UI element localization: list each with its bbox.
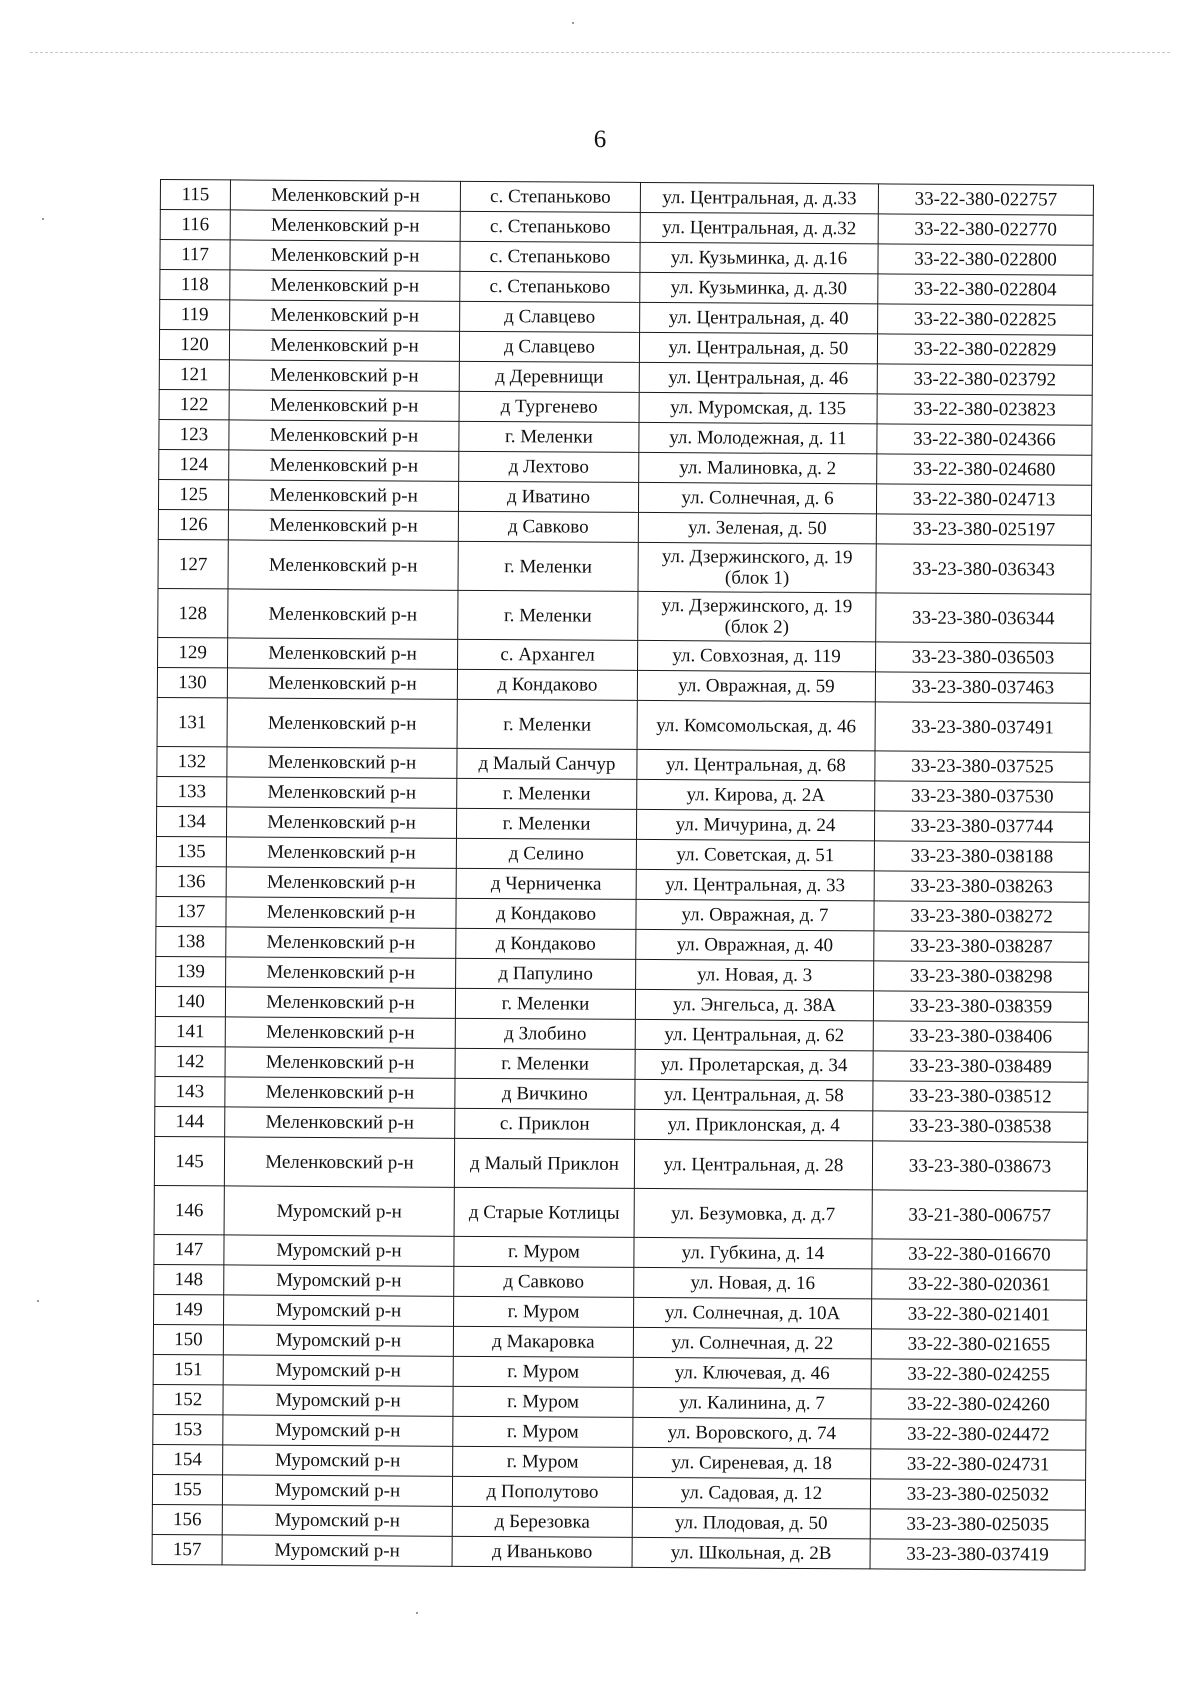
locality-cell: г. Меленки xyxy=(456,808,636,839)
address-cell: ул. Дзержинского, д. 19 (блок 1) xyxy=(638,542,876,592)
address-cell: ул. Пролетарская, д. 34 xyxy=(635,1049,873,1080)
address-cell: ул. Новая, д. 16 xyxy=(634,1267,872,1298)
scan-speck xyxy=(416,1612,418,1614)
locality-cell: г. Муром xyxy=(453,1296,633,1327)
address-cell: ул. Кирова, д. 2А xyxy=(637,779,875,810)
cadastral-code-cell: 33-23-380-038287 xyxy=(874,931,1089,962)
district-cell: Муромский р-н xyxy=(222,1505,452,1536)
address-cell: ул. Воровского, д. 74 xyxy=(633,1417,871,1448)
row-number-cell: 135 xyxy=(156,836,226,866)
district-cell: Меленковский р-н xyxy=(229,360,459,391)
cadastral-code-cell: 33-22-380-024366 xyxy=(877,424,1092,455)
address-cell: ул. Солнечная, д. 22 xyxy=(633,1327,871,1358)
address-cell: ул. Центральная, д. 62 xyxy=(635,1019,873,1050)
row-number-cell: 143 xyxy=(155,1076,225,1106)
district-cell: Меленковский р-н xyxy=(228,540,458,590)
cadastral-code-cell: 33-23-380-036503 xyxy=(876,642,1091,673)
cadastral-code-cell: 33-22-380-024680 xyxy=(877,454,1092,485)
address-cell: ул. Солнечная, д. 10А xyxy=(633,1297,871,1328)
row-number-cell: 144 xyxy=(155,1106,225,1136)
district-cell: Меленковский р-н xyxy=(228,480,458,511)
district-cell: Меленковский р-н xyxy=(230,300,460,331)
cadastral-code-cell: 33-23-380-037525 xyxy=(875,751,1090,782)
address-cell: ул. Кузьминка, д. д.30 xyxy=(640,272,878,303)
row-number-cell: 128 xyxy=(158,588,228,637)
locality-cell: д Черниченка xyxy=(456,868,636,899)
locality-cell: с. Степаньково xyxy=(460,241,640,272)
district-cell: Меленковский р-н xyxy=(228,638,458,669)
cadastral-code-cell: 33-22-380-023823 xyxy=(877,394,1092,425)
address-cell: ул. Приклонская, д. 4 xyxy=(635,1109,873,1140)
district-cell: Меленковский р-н xyxy=(227,777,457,808)
address-cell: ул. Овражная, д. 7 xyxy=(636,899,874,930)
table-row xyxy=(152,1534,1085,1570)
cadastral-code-cell: 33-23-380-038489 xyxy=(873,1051,1088,1082)
row-number-cell: 131 xyxy=(157,697,227,746)
cadastral-code-cell: 33-22-380-024260 xyxy=(871,1389,1086,1420)
locality-cell: г. Меленки xyxy=(459,421,639,452)
district-cell: Меленковский р-н xyxy=(228,510,458,541)
cadastral-code-cell: 33-23-380-038673 xyxy=(872,1141,1087,1191)
scan-artifact-line xyxy=(30,52,1170,53)
address-cell: ул. Центральная, д. 58 xyxy=(635,1079,873,1110)
district-cell: Муромский р-н xyxy=(224,1186,454,1236)
address-cell: ул. Молодежная, д. 11 xyxy=(639,422,877,453)
table-row xyxy=(154,1185,1087,1240)
locality-cell: г. Меленки xyxy=(458,541,638,591)
row-number-cell: 154 xyxy=(153,1444,223,1474)
row-number-cell: 123 xyxy=(159,419,229,449)
address-cell: ул. Школьная, д. 2В xyxy=(632,1537,870,1568)
district-cell: Меленковский р-н xyxy=(224,1137,454,1187)
address-cell: ул. Дзержинского, д. 19 (блок 2) xyxy=(638,591,876,641)
district-cell: Меленковский р-н xyxy=(226,867,456,898)
cadastral-code-cell: 33-22-380-016670 xyxy=(872,1239,1087,1270)
locality-cell: д Кондаково xyxy=(456,898,636,929)
row-number-cell: 130 xyxy=(157,667,227,697)
cadastral-code-cell: 33-23-380-037744 xyxy=(874,811,1089,842)
district-cell: Меленковский р-н xyxy=(230,210,460,241)
scan-speck xyxy=(42,218,44,220)
locality-cell: г. Муром xyxy=(453,1386,633,1417)
address-cell: ул. Губкина, д. 14 xyxy=(634,1237,872,1268)
locality-cell: г. Меленки xyxy=(457,699,637,749)
cadastral-code-cell: 33-22-380-022829 xyxy=(877,334,1092,365)
cadastral-code-cell: 33-22-380-024731 xyxy=(871,1449,1086,1480)
locality-cell: г. Меленки xyxy=(455,988,635,1019)
address-cell: ул. Центральная, д. д.33 xyxy=(640,182,878,213)
address-cell: ул. Кузьминка, д. д.16 xyxy=(640,242,878,273)
row-number-cell: 137 xyxy=(156,896,226,926)
cadastral-code-cell: 33-23-380-038406 xyxy=(873,1021,1088,1052)
row-number-cell: 127 xyxy=(158,539,228,588)
row-number-cell: 132 xyxy=(157,746,227,776)
address-cell: ул. Совхозная, д. 119 xyxy=(638,640,876,671)
locality-cell: г. Муром xyxy=(454,1236,634,1267)
address-cell: ул. Центральная, д. 46 xyxy=(639,362,877,393)
locality-cell: д Тургенево xyxy=(459,391,639,422)
row-number-cell: 133 xyxy=(157,776,227,806)
locality-cell: д Кондаково xyxy=(457,669,637,700)
cadastral-code-cell: 33-22-380-021401 xyxy=(871,1299,1086,1330)
cadastral-code-cell: 33-23-380-025197 xyxy=(876,514,1091,545)
page-number: 6 xyxy=(593,126,607,153)
locality-cell: с. Степаньково xyxy=(460,271,640,302)
address-cell: ул. Центральная, д. д.32 xyxy=(640,212,878,243)
cadastral-code-cell: 33-22-380-022757 xyxy=(878,184,1093,215)
row-number-cell: 118 xyxy=(160,270,230,300)
cadastral-code-cell: 33-22-380-024713 xyxy=(876,484,1091,515)
address-cell: ул. Муромская, д. 135 xyxy=(639,392,877,423)
district-cell: Меленковский р-н xyxy=(229,390,459,421)
address-cell: ул. Безумовка, д. д.7 xyxy=(634,1188,872,1238)
row-number-cell: 153 xyxy=(153,1414,223,1444)
row-number-cell: 151 xyxy=(153,1354,223,1384)
address-cell: ул. Овражная, д. 59 xyxy=(637,670,875,701)
row-number-cell: 125 xyxy=(158,479,228,509)
locality-cell: д Славцево xyxy=(459,331,639,362)
locality-cell: г. Меленки xyxy=(457,778,637,809)
district-cell: Меленковский р-н xyxy=(225,987,455,1018)
address-cell: ул. Центральная, д. 28 xyxy=(634,1139,872,1189)
locality-cell: д Папулино xyxy=(456,958,636,989)
address-cell: ул. Садовая, д. 12 xyxy=(632,1477,870,1508)
district-cell: Меленковский р-н xyxy=(229,450,459,481)
row-number-cell: 136 xyxy=(156,866,226,896)
cadastral-code-cell: 33-23-380-037419 xyxy=(870,1539,1085,1570)
cadastral-code-cell: 33-23-380-038272 xyxy=(874,901,1089,932)
registry-table-body xyxy=(152,180,1093,1571)
locality-cell: д Селино xyxy=(456,838,636,869)
locality-cell: с. Степаньково xyxy=(460,181,640,212)
row-number-cell: 119 xyxy=(160,300,230,330)
locality-cell: д Малый Санчур xyxy=(457,748,637,779)
cadastral-code-cell: 33-23-380-038188 xyxy=(874,841,1089,872)
locality-cell: д Малый Приклон xyxy=(454,1138,634,1188)
row-number-cell: 157 xyxy=(152,1534,222,1564)
address-cell: ул. Центральная, д. 33 xyxy=(636,869,874,900)
district-cell: Меленковский р-н xyxy=(227,698,457,748)
district-cell: Меленковский р-н xyxy=(227,668,457,699)
cadastral-code-cell: 33-22-380-023792 xyxy=(877,364,1092,395)
locality-cell: г. Муром xyxy=(453,1416,633,1447)
locality-cell: д Макаровка xyxy=(453,1326,633,1357)
row-number-cell: 120 xyxy=(159,330,229,360)
district-cell: Меленковский р-н xyxy=(230,180,460,211)
address-cell: ул. Калинина, д. 7 xyxy=(633,1387,871,1418)
row-number-cell: 117 xyxy=(160,240,230,270)
cadastral-code-cell: 33-22-380-022800 xyxy=(878,244,1093,275)
cadastral-code-cell: 33-23-380-037530 xyxy=(875,781,1090,812)
district-cell: Меленковский р-н xyxy=(226,957,456,988)
row-number-cell: 124 xyxy=(159,449,229,479)
row-number-cell: 140 xyxy=(155,986,225,1016)
row-number-cell: 115 xyxy=(160,180,230,210)
district-cell: Меленковский р-н xyxy=(226,837,456,868)
cadastral-code-cell: 33-23-380-037491 xyxy=(875,702,1090,752)
district-cell: Муромский р-н xyxy=(224,1295,454,1326)
locality-cell: д Пополутово xyxy=(452,1476,632,1507)
district-cell: Меленковский р-н xyxy=(227,747,457,778)
locality-cell: г. Муром xyxy=(453,1446,633,1477)
row-number-cell: 147 xyxy=(154,1234,224,1264)
row-number-cell: 139 xyxy=(156,956,226,986)
locality-cell: г. Муром xyxy=(453,1356,633,1387)
cadastral-code-cell: 33-22-380-021655 xyxy=(871,1329,1086,1360)
locality-cell: д Иватино xyxy=(458,481,638,512)
district-cell: Муромский р-н xyxy=(223,1445,453,1476)
row-number-cell: 142 xyxy=(155,1046,225,1076)
locality-cell: д Иваньково xyxy=(452,1536,632,1567)
registry-table xyxy=(152,179,1094,1571)
row-number-cell: 126 xyxy=(158,509,228,539)
cadastral-code-cell: 33-23-380-038263 xyxy=(874,871,1089,902)
district-cell: Меленковский р-н xyxy=(229,420,459,451)
locality-cell: д Лехтово xyxy=(459,451,639,482)
scan-speck xyxy=(37,1300,39,1302)
cadastral-code-cell: 33-22-380-024472 xyxy=(871,1419,1086,1450)
cadastral-code-cell: 33-23-380-038538 xyxy=(873,1111,1088,1142)
district-cell: Меленковский р-н xyxy=(225,1077,455,1108)
district-cell: Муромский р-н xyxy=(223,1355,453,1386)
locality-cell: д Славцево xyxy=(460,301,640,332)
cadastral-code-cell: 33-22-380-022825 xyxy=(878,304,1093,335)
row-number-cell: 116 xyxy=(160,210,230,240)
cadastral-code-cell: 33-23-380-038298 xyxy=(874,961,1089,992)
district-cell: Муромский р-н xyxy=(222,1475,452,1506)
row-number-cell: 156 xyxy=(152,1504,222,1534)
address-cell: ул. Солнечная, д. 6 xyxy=(638,482,876,513)
cadastral-code-cell: 33-23-380-036344 xyxy=(876,593,1091,643)
cadastral-code-cell: 33-22-380-020361 xyxy=(872,1269,1087,1300)
address-cell: ул. Энгельса, д. 38А xyxy=(635,989,873,1020)
district-cell: Меленковский р-н xyxy=(226,807,456,838)
locality-cell: д Злобино xyxy=(455,1018,635,1049)
row-number-cell: 148 xyxy=(154,1264,224,1294)
locality-cell: с. Архангел xyxy=(458,639,638,670)
row-number-cell: 141 xyxy=(155,1016,225,1046)
cadastral-code-cell: 33-23-380-038512 xyxy=(873,1081,1088,1112)
district-cell: Муромский р-н xyxy=(223,1325,453,1356)
locality-cell: д Деревнищи xyxy=(459,361,639,392)
row-number-cell: 152 xyxy=(153,1384,223,1414)
district-cell: Меленковский р-н xyxy=(225,1047,455,1078)
address-cell: ул. Мичурина, д. 24 xyxy=(636,809,874,840)
district-cell: Муромский р-н xyxy=(223,1415,453,1446)
address-cell: ул. Ключевая, д. 46 xyxy=(633,1357,871,1388)
address-cell: ул. Сиреневая, д. 18 xyxy=(633,1447,871,1478)
row-number-cell: 149 xyxy=(154,1294,224,1324)
district-cell: Меленковский р-н xyxy=(226,927,456,958)
row-number-cell: 138 xyxy=(156,926,226,956)
row-number-cell: 129 xyxy=(158,637,228,667)
cadastral-code-cell: 33-22-380-022804 xyxy=(878,274,1093,305)
cadastral-code-cell: 33-22-380-022770 xyxy=(878,214,1093,245)
district-cell: Меленковский р-н xyxy=(225,1107,455,1138)
address-cell: ул. Центральная, д. 50 xyxy=(639,332,877,363)
district-cell: Муромский р-н xyxy=(222,1535,452,1566)
cadastral-code-cell: 33-23-380-038359 xyxy=(873,991,1088,1022)
locality-cell: д Савково xyxy=(458,511,638,542)
scan-speck xyxy=(572,22,574,24)
district-cell: Меленковский р-н xyxy=(226,897,456,928)
locality-cell: г. Меленки xyxy=(458,590,638,640)
address-cell: ул. Центральная, д. 40 xyxy=(640,302,878,333)
table-row xyxy=(157,697,1090,752)
row-number-cell: 134 xyxy=(156,806,226,836)
district-cell: Меленковский р-н xyxy=(225,1017,455,1048)
locality-cell: с. Степаньково xyxy=(460,211,640,242)
row-number-cell: 146 xyxy=(154,1185,224,1234)
locality-cell: д Старые Котлицы xyxy=(454,1187,634,1237)
table-row xyxy=(158,539,1091,594)
row-number-cell: 122 xyxy=(159,389,229,419)
row-number-cell: 145 xyxy=(154,1136,224,1185)
district-cell: Меленковский р-н xyxy=(230,270,460,301)
cadastral-code-cell: 33-23-380-025032 xyxy=(870,1479,1085,1510)
locality-cell: д Березовка xyxy=(452,1506,632,1537)
address-cell: ул. Зеленая, д. 50 xyxy=(638,512,876,543)
address-cell: ул. Овражная, д. 40 xyxy=(636,929,874,960)
district-cell: Муромский р-н xyxy=(224,1265,454,1296)
address-cell: ул. Центральная, д. 68 xyxy=(637,749,875,780)
address-cell: ул. Комсомольская, д. 46 xyxy=(637,700,875,750)
locality-cell: д Вичкино xyxy=(455,1078,635,1109)
address-cell: ул. Новая, д. 3 xyxy=(636,959,874,990)
cadastral-code-cell: 33-23-380-037463 xyxy=(875,672,1090,703)
cadastral-code-cell: 33-21-380-006757 xyxy=(872,1190,1087,1240)
locality-cell: д Савково xyxy=(454,1266,634,1297)
row-number-cell: 155 xyxy=(152,1474,222,1504)
district-cell: Меленковский р-н xyxy=(228,589,458,639)
district-cell: Муромский р-н xyxy=(223,1385,453,1416)
locality-cell: с. Приклон xyxy=(455,1108,635,1139)
row-number-cell: 150 xyxy=(153,1324,223,1354)
district-cell: Меленковский р-н xyxy=(230,240,460,271)
table-row xyxy=(158,588,1091,643)
cadastral-code-cell: 33-23-380-036343 xyxy=(876,544,1091,594)
row-number-cell: 121 xyxy=(159,359,229,389)
table-row xyxy=(154,1136,1087,1191)
cadastral-code-cell: 33-23-380-025035 xyxy=(870,1509,1085,1540)
address-cell: ул. Малиновка, д. 2 xyxy=(639,452,877,483)
address-cell: ул. Советская, д. 51 xyxy=(636,839,874,870)
district-cell: Муромский р-н xyxy=(224,1235,454,1266)
address-cell: ул. Плодовая, д. 50 xyxy=(632,1507,870,1538)
cadastral-code-cell: 33-22-380-024255 xyxy=(871,1359,1086,1390)
locality-cell: д Кондаково xyxy=(456,928,636,959)
locality-cell: г. Меленки xyxy=(455,1048,635,1079)
district-cell: Меленковский р-н xyxy=(229,330,459,361)
